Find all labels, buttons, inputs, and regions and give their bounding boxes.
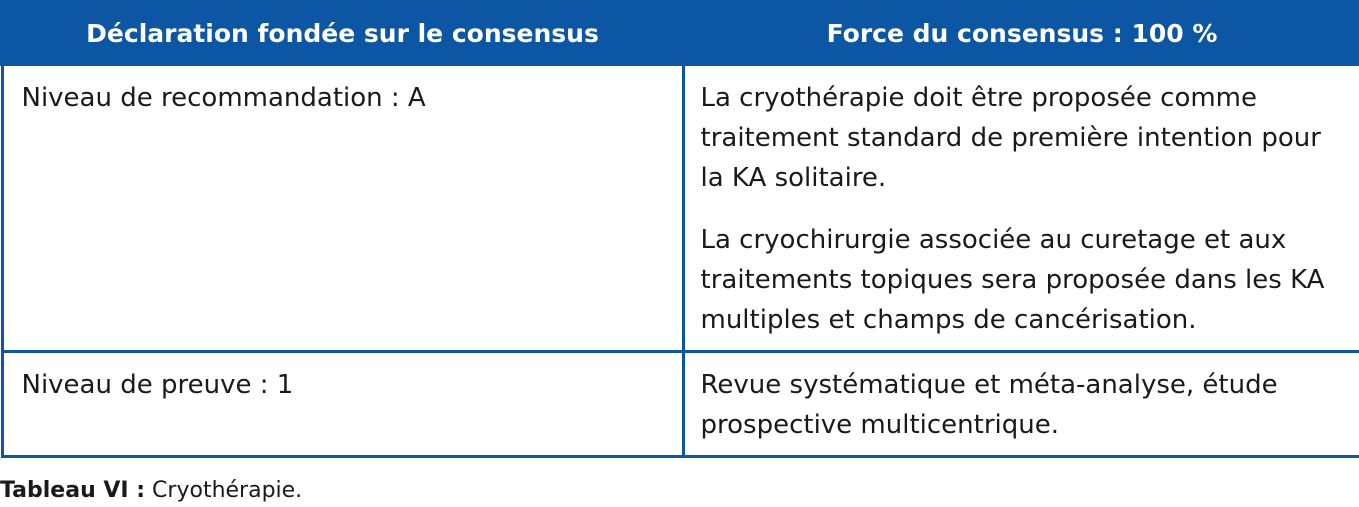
caption-text: Cryothérapie. [145, 478, 303, 503]
evidence-text-cell [683, 352, 1359, 457]
header-consensus-strength: Force du consensus : 100 % [683, 2, 1359, 64]
table-caption [0, 476, 302, 506]
recommendation-paragraph: La cryochirurgie associée au curetage et aux traitements topiques sera proposée dans les KA multiples et champs de cancérisation. [700, 225, 1325, 335]
recommendation-text-cell [683, 64, 1359, 352]
recommendation-level-cell: Niveau de recommandation : A [2, 64, 683, 352]
table-row-recommendation [2, 64, 1359, 352]
evidence-level-cell: Niveau de preuve : 1 [2, 352, 683, 457]
caption-label: Tableau VI : [0, 478, 146, 503]
recommendation-paragraph: La cryothérapie doit être proposée comme traitement standard de première intention pour la KA solitaire. [700, 83, 1321, 193]
evidence-paragraph: Revue systématique et méta-analyse, étude prospective multicentrique. [700, 370, 1278, 440]
header-statement: Déclaration fondée sur le consensus [2, 2, 683, 64]
table-row-evidence [2, 352, 1359, 457]
table-header-row [2, 2, 1359, 64]
